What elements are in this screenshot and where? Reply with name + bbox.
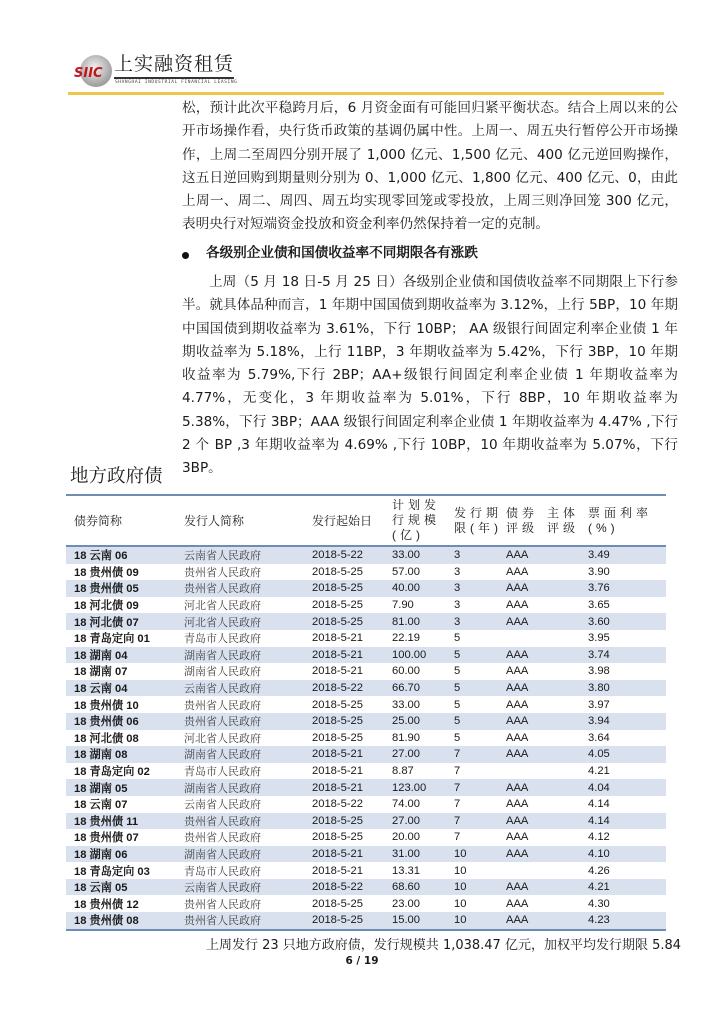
cell-bond-name: 18 河北债 07: [74, 616, 139, 629]
header-scale-line2: 行规模: [392, 513, 441, 527]
paragraph-open-market: [182, 97, 678, 237]
cell-bond-rating: AAA: [506, 914, 529, 927]
cell-coupon: 4.23: [588, 914, 610, 927]
cell-issuer: 青岛市人民政府: [184, 864, 261, 878]
cell-scale: 7.90: [392, 599, 414, 612]
cell-bond-name: 18 云南 04: [74, 683, 128, 696]
cell-bond-name: 18 青岛定向 03: [74, 865, 150, 878]
cell-bond-name: 18 云南 06: [74, 550, 128, 563]
header-issuer-rating-line1: 主体: [547, 505, 580, 520]
cell-coupon: 4.05: [588, 748, 610, 761]
table-row: [66, 912, 666, 930]
cell-issuer-rating: [547, 862, 588, 879]
cell-coupon: 3.98: [588, 665, 610, 678]
cell-issuer-rating: [547, 663, 588, 680]
cell-scale: 100.00: [392, 648, 427, 661]
cell-bond-rating: AAA: [506, 814, 529, 827]
table-row: [66, 696, 666, 713]
cell-coupon: 3.94: [588, 715, 610, 728]
cell-term: 3: [454, 615, 461, 628]
cell-issuer-rating: [547, 546, 588, 564]
cell-scale: 81.90: [392, 731, 420, 744]
cell-term: 5: [454, 682, 461, 695]
cell-issuer: 青岛市人民政府: [184, 632, 261, 646]
cell-term: 10: [454, 897, 467, 910]
page-number: 6 / 19: [345, 955, 379, 967]
cell-scale: 23.00: [392, 897, 420, 910]
cell-bond-rating: AAA: [506, 648, 529, 661]
cell-coupon: 4.30: [588, 897, 610, 910]
cell-start-date: 2018-5-25: [312, 731, 364, 744]
cell-term: 7: [454, 765, 461, 778]
cell-issuer: 河北省人民政府: [184, 731, 261, 745]
cell-term: 5: [454, 731, 461, 744]
cell-issuer-rating: [547, 895, 588, 912]
cell-bond-rating: AAA: [506, 798, 529, 811]
cell-issuer: 贵州省人民政府: [184, 582, 261, 596]
cell-bond-name: 18 青岛定向 02: [74, 766, 150, 779]
cell-coupon: 3.60: [588, 615, 610, 628]
table-row: [66, 846, 666, 863]
header-start-date: 发行起始日: [312, 514, 373, 528]
company-name-cn: 上实融资租赁: [114, 52, 234, 79]
table-row: [66, 730, 666, 747]
paragraph-1-text: 松，预计此次平稳跨月后，6 月资金面有可能回归紧平衡状态。结合上周以来的公开市场操作看，央行货币政策的基调仍属中性。上周一、周五央行暂停公开市场操作，上周二至周四分别开展了 1,000 亿元、1,500 亿元、400 亿元逆回购操作，这五日逆回购到期量则分别为 0、1,000 亿元、1,800 亿元、400 亿元、0，由此上周一、周二、周四、周五均实现零回笼或零投放，上周三则净回笼 300 亿元，表明央行对短端资金投放和资金利率仍然保持着一定的克制。: [182, 100, 678, 233]
table-row: [66, 746, 666, 763]
cell-issuer-rating: [547, 580, 588, 597]
cell-term: 7: [454, 748, 461, 761]
cell-bond-rating: [506, 763, 547, 780]
cell-start-date: 2018-5-25: [312, 582, 364, 595]
cell-bond-name: 18 贵州债 10: [74, 699, 139, 712]
cell-issuer-rating: [547, 713, 588, 730]
cell-scale: 33.00: [392, 549, 420, 562]
cell-bond-rating: AAA: [506, 847, 529, 860]
table-row: [66, 879, 666, 896]
cell-coupon: 4.14: [588, 814, 610, 827]
cell-coupon: 3.97: [588, 698, 610, 711]
cell-issuer-rating: [547, 680, 588, 697]
cell-issuer: 云南省人民政府: [184, 881, 261, 895]
cell-term: 7: [454, 781, 461, 794]
cell-issuer: 贵州省人民政府: [184, 814, 261, 828]
cell-issuer-rating: [547, 796, 588, 813]
cell-coupon: 3.95: [588, 632, 610, 645]
cell-bond-rating: [506, 630, 547, 647]
cell-scale: 8.87: [392, 765, 414, 778]
cell-issuer-rating: [547, 829, 588, 846]
cell-issuer-rating: [547, 647, 588, 664]
header-issuer-rating: [547, 495, 588, 546]
cell-coupon: 3.64: [588, 731, 610, 744]
siic-logo-icon: [74, 51, 114, 91]
cell-scale: 123.00: [392, 781, 427, 794]
cell-bond-rating: AAA: [506, 897, 529, 910]
cell-start-date: 2018-5-22: [312, 798, 364, 811]
table-row: [66, 597, 666, 614]
cell-bond-rating: AAA: [506, 582, 529, 595]
table-header-row: [66, 495, 666, 546]
cell-term: 3: [454, 599, 461, 612]
cell-coupon: 4.26: [588, 864, 610, 877]
cell-coupon: 4.10: [588, 847, 610, 860]
table-row: [66, 713, 666, 730]
cell-issuer-rating: [547, 912, 588, 930]
page-header: [68, 45, 668, 95]
header-bond-rating-line1: 债券: [506, 505, 539, 520]
cell-bond-rating: AAA: [506, 715, 529, 728]
cell-term: 5: [454, 698, 461, 711]
cell-coupon: 4.21: [588, 765, 610, 778]
paragraph-yields: [182, 271, 678, 481]
cell-issuer-rating: [547, 763, 588, 780]
cell-start-date: 2018-5-21: [312, 864, 364, 877]
table-row: [66, 763, 666, 780]
table-row: [66, 663, 666, 680]
cell-term: 7: [454, 798, 461, 811]
cell-bond-name: 18 贵州债 09: [74, 566, 139, 579]
cell-bond-name: 18 湖南 07: [74, 666, 128, 679]
cell-issuer: 湖南省人民政府: [184, 748, 261, 762]
cell-term: 7: [454, 831, 461, 844]
table-row: [66, 895, 666, 912]
cell-bond-name: 18 贵州债 12: [74, 898, 139, 911]
cell-bond-name: 18 湖南 04: [74, 649, 128, 662]
cell-start-date: 2018-5-21: [312, 781, 364, 794]
cell-issuer: 贵州省人民政府: [184, 831, 261, 845]
cell-scale: 15.00: [392, 914, 420, 927]
cell-issuer: 贵州省人民政府: [184, 698, 261, 712]
cell-term: 5: [454, 665, 461, 678]
header-bond-rating-line2: 评级: [506, 520, 539, 535]
cell-start-date: 2018-5-25: [312, 715, 364, 728]
cell-scale: 60.00: [392, 665, 420, 678]
cell-bond-name: 18 贵州债 11: [74, 815, 139, 828]
cell-issuer-rating: [547, 746, 588, 763]
header-bond-name: 债券简称: [74, 514, 123, 528]
cell-scale: 20.00: [392, 831, 420, 844]
header-issuer-rating-line2: 评级: [547, 520, 580, 535]
header-coupon-line1: 票面利率: [588, 505, 653, 520]
cell-bond-rating: AAA: [506, 615, 529, 628]
cell-bond-rating: AAA: [506, 748, 529, 761]
cell-issuer-rating: [547, 879, 588, 896]
cell-bond-rating: AAA: [506, 565, 529, 578]
bullet-heading: 各级别企业债和国债收益率不同期限各有涨跌: [206, 245, 478, 261]
cell-issuer-rating: [547, 613, 588, 630]
cell-issuer: 河北省人民政府: [184, 615, 261, 629]
cell-issuer: 河北省人民政府: [184, 599, 261, 613]
cell-coupon: 4.14: [588, 798, 610, 811]
cell-issuer: 云南省人民政府: [184, 798, 261, 812]
cell-issuer: 云南省人民政府: [184, 549, 261, 563]
cell-scale: 57.00: [392, 565, 420, 578]
header-term: [454, 495, 506, 546]
cell-bond-rating: AAA: [506, 549, 529, 562]
cell-bond-rating: [506, 862, 547, 879]
cell-scale: 25.00: [392, 715, 420, 728]
cell-bond-name: 18 贵州债 05: [74, 583, 139, 596]
cell-issuer: 湖南省人民政府: [184, 847, 261, 861]
cell-start-date: 2018-5-25: [312, 599, 364, 612]
cell-scale: 22.19: [392, 632, 420, 645]
cell-coupon: 4.04: [588, 781, 610, 794]
cell-scale: 27.00: [392, 814, 420, 827]
header-coupon: [588, 495, 666, 546]
cell-start-date: 2018-5-21: [312, 847, 364, 860]
cell-bond-rating: AAA: [506, 599, 529, 612]
cell-start-date: 2018-5-25: [312, 698, 364, 711]
cell-start-date: 2018-5-25: [312, 897, 364, 910]
cell-bond-name: 18 青岛定向 01: [74, 633, 150, 646]
cell-scale: 74.00: [392, 798, 420, 811]
cell-start-date: 2018-5-21: [312, 765, 364, 778]
cell-start-date: 2018-5-25: [312, 831, 364, 844]
header-scale-line3: (亿): [392, 528, 424, 542]
table-row: [66, 796, 666, 813]
cell-bond-rating: AAA: [506, 831, 529, 844]
table-row: [66, 546, 666, 564]
cell-issuer-rating: [547, 564, 588, 581]
cell-coupon: 3.74: [588, 648, 610, 661]
cell-start-date: 2018-5-22: [312, 549, 364, 562]
header-term-line2: 限(年): [454, 520, 502, 535]
local-gov-bond-table: [66, 494, 666, 931]
cell-issuer: 贵州省人民政府: [184, 897, 261, 911]
cell-issuer-rating: [547, 597, 588, 614]
header-scale: [392, 495, 454, 546]
cell-issuer: 青岛市人民政府: [184, 765, 261, 779]
paragraph-2-text: 上周（5 月 18 日-5 月 25 日）各级别企业债和国债收益率不同期限上下行参半。就具体品种而言，1 年期中国国债到期收益率为 3.12%，上行 5BP，10 年期中国国债到期收益率为 3.61%，下行 10BP； AA 级银行间固定利率企业债 1 年期收益率为 5.18%，上行 11BP，3 年期收益率为 5.42%，下行 3BP，10 年期收益率为 5.79%,下行 2BP；AA+级银行间固定利率企业债 1 年期收益率为 4.77%，无变化，3 年期收益率为 5.01%，下行 8BP，10 年期收益率为 5.38%，下行 3BP；AAA 级银行间固定利率企业债 1 年期收益率为 4.47% ,下行 2 个 BP ,3 年期收益率为 4.69% ,下行 10BP，10 年期收益率为 5.07%，下行 3BP。: [182, 274, 678, 477]
cell-term: 3: [454, 582, 461, 595]
header-bond-rating: [506, 495, 547, 546]
cell-bond-name: 18 云南 05: [74, 882, 128, 895]
table-row: [66, 862, 666, 879]
cell-start-date: 2018-5-25: [312, 565, 364, 578]
cell-start-date: 2018-5-21: [312, 632, 364, 645]
cell-scale: 81.00: [392, 615, 420, 628]
cell-scale: 33.00: [392, 698, 420, 711]
table-row: [66, 680, 666, 697]
cell-term: 5: [454, 632, 461, 645]
cell-bond-rating: AAA: [506, 781, 529, 794]
table-row: [66, 813, 666, 830]
cell-term: 3: [454, 549, 461, 562]
cell-bond-rating: AAA: [506, 698, 529, 711]
cell-bond-name: 18 贵州债 06: [74, 716, 139, 729]
cell-term: 10: [454, 881, 467, 894]
cell-issuer-rating: [547, 696, 588, 713]
cell-coupon: 3.65: [588, 599, 610, 612]
cell-start-date: 2018-5-21: [312, 665, 364, 678]
cell-issuer: 湖南省人民政府: [184, 648, 261, 662]
cell-scale: 13.31: [392, 864, 420, 877]
cell-bond-name: 18 湖南 05: [74, 782, 128, 795]
cell-start-date: 2018-5-22: [312, 682, 364, 695]
cell-issuer: 云南省人民政府: [184, 682, 261, 696]
cell-bond-rating: AAA: [506, 731, 529, 744]
header-term-line1: 发行期: [454, 505, 503, 520]
cell-start-date: 2018-5-21: [312, 748, 364, 761]
cell-start-date: 2018-5-22: [312, 881, 364, 894]
cell-start-date: 2018-5-25: [312, 914, 364, 927]
header-scale-line1: 计划发: [392, 498, 441, 512]
cell-start-date: 2018-5-21: [312, 648, 364, 661]
cell-term: 10: [454, 864, 467, 877]
issuance-summary: 上周发行 23 只地方政府债，发行规模共 1,038.47 亿元，加权平均发行期限 5.84: [206, 938, 682, 953]
cell-scale: 68.60: [392, 881, 420, 894]
cell-bond-name: 18 贵州债 07: [74, 832, 139, 845]
cell-bond-name: 18 湖南 08: [74, 749, 128, 762]
cell-term: 10: [454, 847, 467, 860]
cell-start-date: 2018-5-25: [312, 814, 364, 827]
cell-bond-rating: AAA: [506, 881, 529, 894]
cell-coupon: 3.90: [588, 565, 610, 578]
logo-mark-text: SIIC: [74, 66, 103, 81]
table-row: [66, 630, 666, 647]
company-name-en: SHANGHAI INDUSTRIAL FINANCIAL LEASING: [115, 80, 238, 85]
cell-issuer-rating: [547, 779, 588, 796]
cell-issuer: 贵州省人民政府: [184, 565, 261, 579]
cell-coupon: 4.12: [588, 831, 610, 844]
cell-issuer: 贵州省人民政府: [184, 914, 261, 928]
cell-bond-rating: AAA: [506, 682, 529, 695]
table-row: [66, 580, 666, 597]
table-row: [66, 829, 666, 846]
header-divider: [68, 92, 664, 95]
cell-bond-name: 18 湖南 06: [74, 848, 128, 861]
section-title: 地方政府债: [70, 466, 163, 487]
cell-term: 7: [454, 814, 461, 827]
bullet-icon: [182, 244, 190, 252]
header-issuer: 发行人简称: [184, 514, 245, 528]
cell-coupon: 3.80: [588, 682, 610, 695]
cell-coupon: 3.49: [588, 549, 610, 562]
cell-issuer-rating: [547, 630, 588, 647]
cell-scale: 66.70: [392, 682, 420, 695]
cell-coupon: 3.76: [588, 582, 610, 595]
cell-issuer: 贵州省人民政府: [184, 715, 261, 729]
cell-bond-rating: AAA: [506, 665, 529, 678]
cell-issuer: 湖南省人民政府: [184, 781, 261, 795]
table-row: [66, 564, 666, 581]
cell-start-date: 2018-5-25: [312, 615, 364, 628]
table-row: [66, 647, 666, 664]
cell-scale: 40.00: [392, 582, 420, 595]
cell-coupon: 4.21: [588, 881, 610, 894]
cell-term: 3: [454, 565, 461, 578]
cell-bond-name: 18 河北债 09: [74, 600, 139, 613]
table-row: [66, 613, 666, 630]
cell-issuer-rating: [547, 813, 588, 830]
cell-issuer-rating: [547, 846, 588, 863]
cell-bond-name: 18 云南 07: [74, 799, 128, 812]
cell-issuer-rating: [547, 730, 588, 747]
table-row: [66, 779, 666, 796]
cell-bond-name: 18 贵州债 08: [74, 915, 139, 928]
cell-scale: 27.00: [392, 748, 420, 761]
cell-issuer: 湖南省人民政府: [184, 665, 261, 679]
cell-scale: 31.00: [392, 847, 420, 860]
cell-bond-name: 18 河北债 08: [74, 732, 139, 745]
table-body: [66, 546, 666, 930]
cell-term: 5: [454, 715, 461, 728]
header-coupon-line2: (%): [588, 520, 619, 535]
cell-term: 10: [454, 914, 467, 927]
cell-term: 5: [454, 648, 461, 661]
